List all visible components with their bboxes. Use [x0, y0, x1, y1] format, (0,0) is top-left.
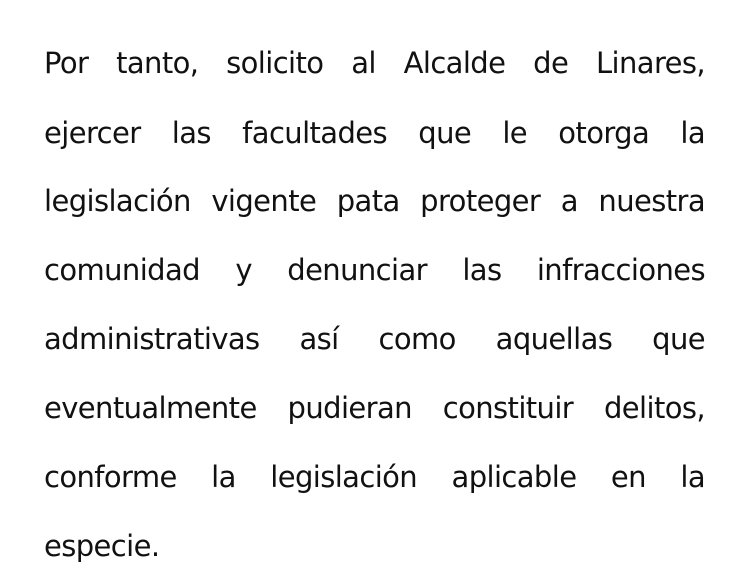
paragraph-line-3: legislación vigente pata proteger a nuestra	[44, 184, 705, 218]
paragraph-line-8: especie.	[44, 529, 160, 563]
paragraph-line-6: eventualmente pudieran constituir delitos,	[44, 391, 705, 425]
paragraph-line-5: administrativas así como aquellas que	[44, 322, 705, 356]
paragraph-line-1: Por tanto, solicito al Alcalde de Linares,	[44, 46, 705, 80]
paragraph-line-2: ejercer las facultades que le otorga la	[44, 116, 705, 150]
paragraph-line-4: comunidad y denunciar las infracciones	[44, 253, 705, 287]
paragraph-line-7: conforme la legislación aplicable en la	[44, 460, 705, 494]
